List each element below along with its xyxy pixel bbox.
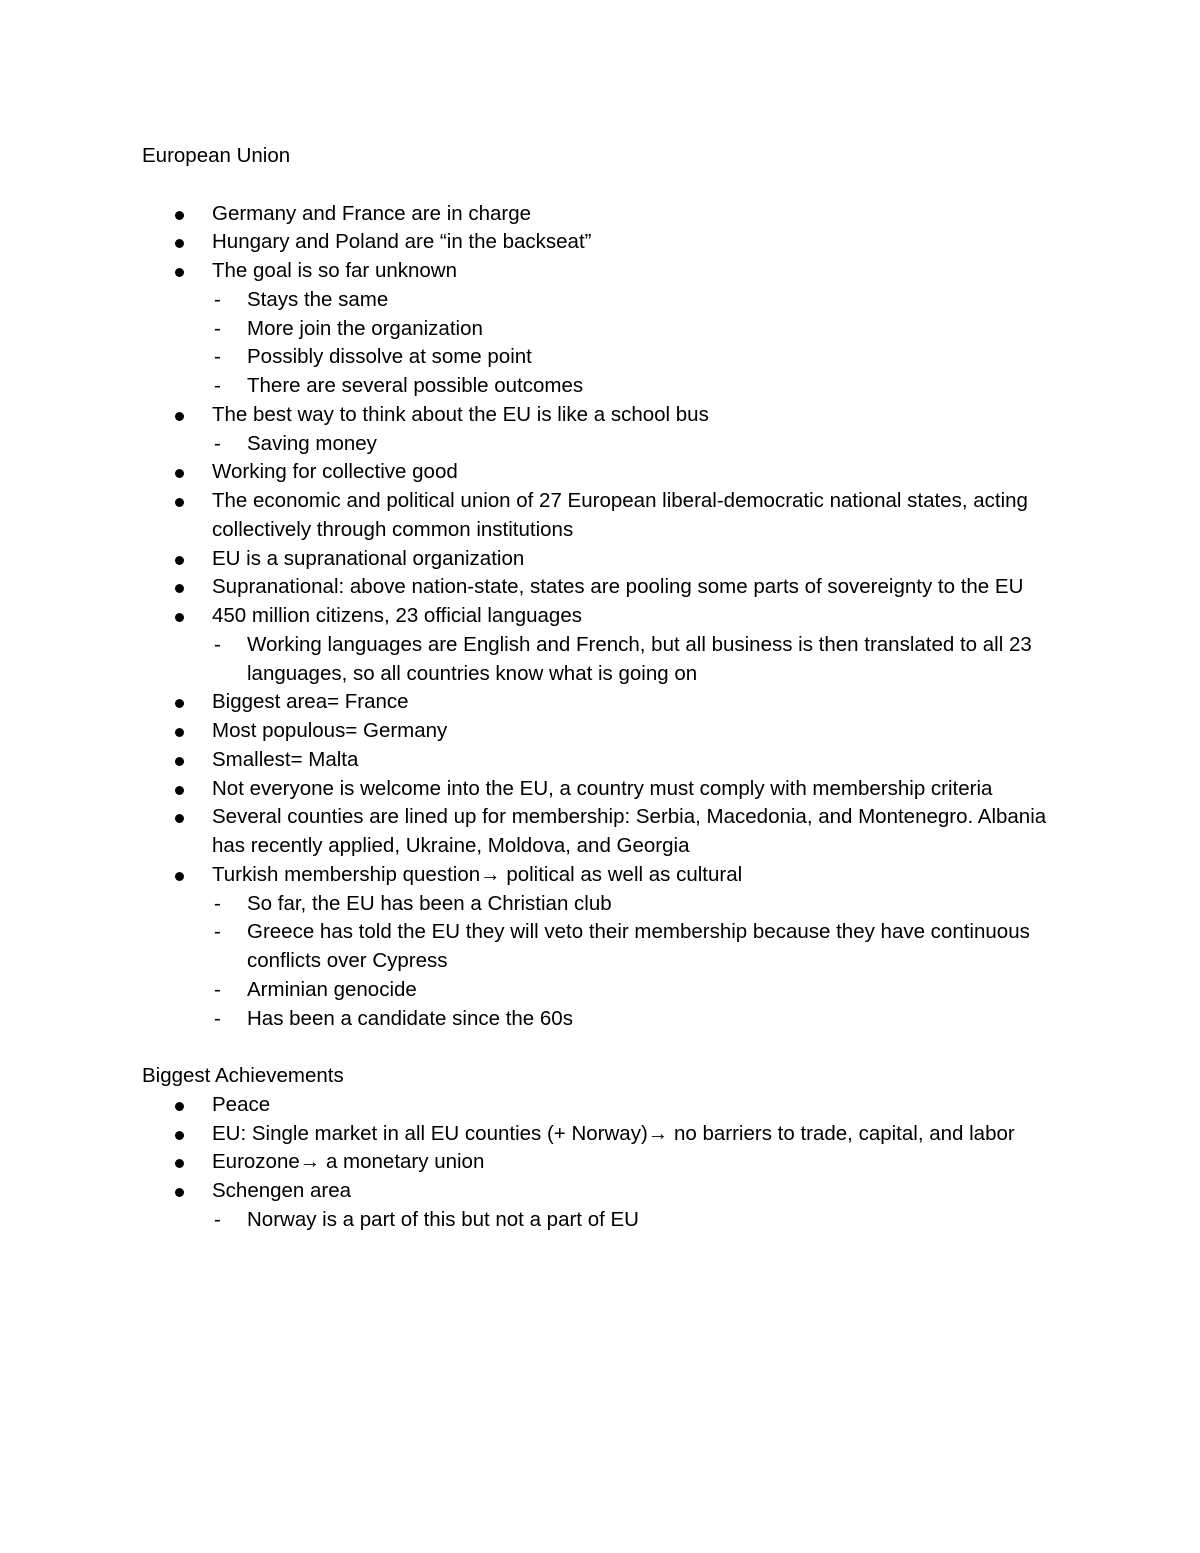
bullet-item: Schengen area xyxy=(142,1177,1072,1206)
bullet-item: Peace xyxy=(142,1091,1072,1120)
bullet-icon xyxy=(175,498,184,507)
bullet-icon xyxy=(175,1159,184,1168)
dash-item: - Greece has told the EU they will veto their membership because they have continuous conflicts over Cypress xyxy=(214,920,1030,972)
bullet-item: The goal is so far unknown xyxy=(142,257,1072,286)
achievements-list xyxy=(142,1091,1072,1235)
bullet-icon xyxy=(175,814,184,823)
bullet-item: Biggest area= France xyxy=(142,688,1072,717)
bullet-item: Supranational: above nation-state, states are pooling some parts of sovereignty to the EU xyxy=(142,573,1072,602)
bullet-icon xyxy=(175,584,184,593)
dash-icon: - xyxy=(214,345,221,369)
bullet-icon xyxy=(175,786,184,795)
dash-item: - Arminian genocide xyxy=(142,976,1072,1005)
bullet-icon xyxy=(175,239,184,248)
section-heading-biggest-achievements: Biggest Achievements xyxy=(142,1064,344,1087)
bullet-item: Most populous= Germany xyxy=(142,717,1072,746)
bullet-item: Eurozone→ a monetary union xyxy=(142,1148,1072,1177)
bullet-icon xyxy=(175,1188,184,1197)
bullet-icon xyxy=(175,556,184,565)
bullet-icon xyxy=(175,1131,184,1140)
bullet-item: EU: Single market in all EU counties (+ Norway)→ no barriers to trade, capital, and labor xyxy=(142,1120,1072,1149)
dash-icon: - xyxy=(214,1207,221,1231)
dash-icon: - xyxy=(214,1006,221,1030)
bullet-item: Not everyone is welcome into the EU, a country must comply with membership criteria xyxy=(142,775,1072,804)
bullet-icon xyxy=(175,268,184,277)
dash-icon: - xyxy=(214,431,221,455)
bullet-icon xyxy=(175,872,184,881)
bullet-item: Several counties are lined up for membership: Serbia, Macedonia, and Montenegro. Albania has recently applied, Ukraine, Moldova, and Georgia xyxy=(142,803,1072,861)
bullet-icon xyxy=(175,211,184,220)
bullet-item: The best way to think about the EU is like a school bus xyxy=(142,401,1072,430)
bullet-item: Germany and France are in charge xyxy=(142,200,1072,229)
bullet-item: Working for collective good xyxy=(142,458,1072,487)
dash-icon: - xyxy=(214,374,221,397)
blank-line xyxy=(142,171,1072,200)
dash-icon: - xyxy=(214,287,221,311)
bullet-item: Smallest= Malta xyxy=(142,746,1072,775)
bullet-icon xyxy=(175,757,184,766)
blank-line xyxy=(142,1033,1072,1062)
dash-icon: - xyxy=(214,977,221,1001)
dash-item: - There are several possible outcomes xyxy=(142,372,1072,401)
bullet-item: Turkish membership question→ political as well as cultural xyxy=(142,861,1072,890)
bullet-item: Hungary and Poland are “in the backseat” xyxy=(142,228,1072,257)
bullet-item: EU is a supranational organization xyxy=(142,545,1072,574)
bullet-item: The economic and political union of 27 European liberal-democratic national states, acting collectively through common institutions xyxy=(142,487,1072,545)
dash-item: - Working languages are English and French, but all business is then translated to all 23 languages, so all countries know what is going on xyxy=(214,632,1032,685)
bullet-icon xyxy=(175,699,184,708)
document-page xyxy=(142,142,1072,1235)
section-heading-european-union: European Union xyxy=(142,144,291,167)
dash-item: - Saving money xyxy=(142,430,1072,459)
european-union-list xyxy=(142,200,1072,1034)
bullet-item: 450 million citizens, 23 official languages xyxy=(142,602,1072,631)
dash-item: - More join the organization xyxy=(142,315,1072,344)
dash-item: - Norway is a part of this but not a part of EU xyxy=(142,1206,1072,1235)
dash-icon: - xyxy=(214,891,221,915)
bullet-icon xyxy=(175,1102,184,1111)
bullet-icon xyxy=(175,728,184,737)
dash-item: - So far, the EU has been a Christian club xyxy=(142,890,1072,919)
dash-icon: - xyxy=(214,920,221,944)
dash-icon: - xyxy=(214,316,221,340)
dash-item: - Possibly dissolve at some point xyxy=(142,343,1072,372)
bullet-icon xyxy=(175,469,184,478)
dash-item: - Stays the same xyxy=(142,286,1072,315)
dash-icon: - xyxy=(214,632,221,656)
bullet-icon xyxy=(175,613,184,622)
bullet-icon xyxy=(175,412,184,421)
dash-item: - Has been a candidate since the 60s xyxy=(142,1005,1072,1034)
